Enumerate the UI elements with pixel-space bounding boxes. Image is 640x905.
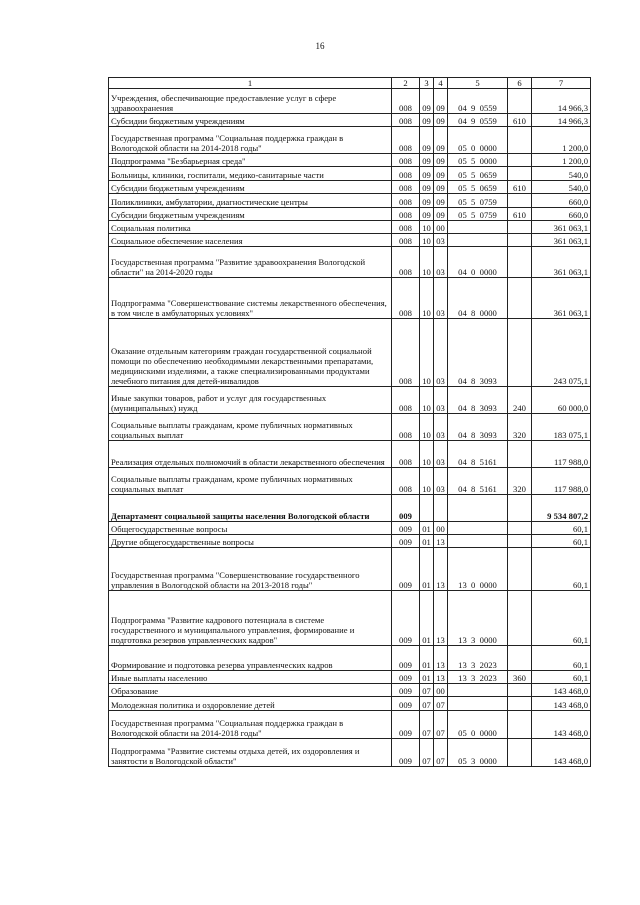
row-name: Общегосударственные вопросы [109,522,392,535]
row-expense-type-code: 320 [508,468,532,495]
row-subsection-code: 00 [434,684,448,697]
row-department-code: 009 [392,684,420,697]
row-name: Образование [109,684,392,697]
row-section-code: 01 [420,548,434,591]
row-amount: 660,0 [532,194,591,208]
row-expense-type-code [508,247,532,278]
header-cell: 4 [434,78,448,89]
row-subsection-code: 03 [434,468,448,495]
table-row [109,154,591,167]
row-subsection-code: 09 [434,194,448,208]
row-expense-type-code [508,154,532,167]
row-section-code: 07 [420,697,434,711]
row-target-article-code [448,234,508,247]
table-row [109,234,591,247]
row-target-article-code: 05 5 0759 [448,194,508,208]
row-department-code: 009 [392,535,420,548]
row-department-code: 008 [392,181,420,194]
row-name: Подпрограмма "Развитие системы отдыха детей, их оздоровления и занятости в Вологодской области" [109,739,392,767]
row-section-code: 01 [420,671,434,684]
row-expense-type-code [508,441,532,468]
row-amount: 60,1 [532,522,591,535]
table-row [109,441,591,468]
row-section-code: 09 [420,89,434,114]
table-row [109,711,591,739]
row-section-code: 07 [420,739,434,767]
row-amount: 660,0 [532,208,591,221]
row-expense-type-code [508,319,532,387]
row-department-code: 008 [392,387,420,414]
header-cell: 1 [109,78,392,89]
table-row [109,167,591,181]
row-target-article-code: 05 0 0000 [448,127,508,154]
row-expense-type-code [508,167,532,181]
row-department-code: 009 [392,548,420,591]
row-name: Социальное обеспечение населения [109,234,392,247]
row-subsection-code: 03 [434,247,448,278]
row-department-code: 009 [392,711,420,739]
row-department-code: 008 [392,154,420,167]
row-subsection-code: 13 [434,535,448,548]
row-expense-type-code: 610 [508,114,532,127]
row-target-article-code: 05 3 0000 [448,739,508,767]
row-department-code: 009 [392,671,420,684]
row-name: Другие общегосударственные вопросы [109,535,392,548]
table-row [109,414,591,441]
row-subsection-code: 13 [434,591,448,646]
table-row [109,221,591,234]
row-subsection-code: 09 [434,181,448,194]
page-number: 16 [315,41,325,51]
row-section-code: 01 [420,591,434,646]
row-amount: 143 468,0 [532,711,591,739]
row-target-article-code [448,221,508,234]
table-row [109,247,591,278]
row-section-code: 10 [420,234,434,247]
row-name: Больницы, клиники, госпитали, медико-санитарные части [109,167,392,181]
table-row [109,319,591,387]
row-subsection-code: 00 [434,522,448,535]
row-department-code: 008 [392,319,420,387]
row-expense-type-code [508,535,532,548]
row-expense-type-code [508,278,532,319]
row-name: Государственная программа "Совершенствование государственного управления в Вологодской области на 2013-2018 годы" [109,548,392,591]
row-target-article-code: 05 5 0659 [448,167,508,181]
row-amount: 60,1 [532,646,591,671]
row-target-article-code [448,535,508,548]
row-expense-type-code [508,697,532,711]
row-department-code: 008 [392,114,420,127]
row-name: Молодежная политика и оздоровление детей [109,697,392,711]
row-target-article-code: 04 9 0559 [448,114,508,127]
row-target-article-code: 05 5 0659 [448,181,508,194]
row-amount: 60,1 [532,548,591,591]
row-department-code: 008 [392,194,420,208]
row-section-code [420,495,434,522]
row-name: Реализация отдельных полномочий в области лекарственного обеспечения [109,441,392,468]
header-row [109,78,591,89]
row-amount: 1 200,0 [532,154,591,167]
table-row [109,468,591,495]
row-expense-type-code [508,591,532,646]
row-amount: 117 988,0 [532,441,591,468]
row-amount: 540,0 [532,181,591,194]
row-name: Оказание отдельным категориям граждан государственной социальной помощи по обеспечению необходимыми лекарственными препаратами, медицинскими изделиями, а также специализированными продуктами лечебного питания для детей-инвалидов [109,319,392,387]
header-cell: 3 [420,78,434,89]
header-cell: 6 [508,78,532,89]
row-subsection-code: 03 [434,387,448,414]
row-expense-type-code [508,89,532,114]
row-amount: 361 063,1 [532,278,591,319]
row-department-code: 008 [392,468,420,495]
row-name: Подпрограмма "Совершенствование системы лекарственного обеспечения, в том числе в амбулаторных условиях" [109,278,392,319]
row-section-code: 01 [420,535,434,548]
table-row [109,697,591,711]
row-department-code: 009 [392,697,420,711]
row-amount: 117 988,0 [532,468,591,495]
row-expense-type-code: 320 [508,414,532,441]
row-section-code: 10 [420,247,434,278]
table-row [109,684,591,697]
row-department-code: 008 [392,441,420,468]
table-row [109,671,591,684]
row-amount: 361 063,1 [532,247,591,278]
row-target-article-code: 04 0 0000 [448,247,508,278]
row-subsection-code: 00 [434,221,448,234]
row-subsection-code: 09 [434,114,448,127]
row-section-code: 09 [420,127,434,154]
row-subsection-code: 03 [434,441,448,468]
row-subsection-code: 03 [434,319,448,387]
row-expense-type-code [508,127,532,154]
row-expense-type-code [508,711,532,739]
row-name: Государственная программа "Социальная поддержка граждан в Вологодской области на 2014-2018 годы" [109,711,392,739]
row-expense-type-code [508,646,532,671]
row-section-code: 10 [420,387,434,414]
row-department-code: 008 [392,234,420,247]
row-amount: 143 468,0 [532,684,591,697]
row-target-article-code: 04 9 0559 [448,89,508,114]
row-department-code: 009 [392,591,420,646]
row-section-code: 10 [420,221,434,234]
row-expense-type-code [508,522,532,535]
row-name: Подпрограмма "Развитие кадрового потенциала в системе государственного и муниципального управления, формирование и подготовка резервов управленческих кадров" [109,591,392,646]
table-row [109,646,591,671]
row-name: Подпрограмма "Безбарьерная среда" [109,154,392,167]
row-subsection-code: 09 [434,89,448,114]
row-target-article-code [448,495,508,522]
table-row [109,181,591,194]
table-row [109,278,591,319]
table-row [109,194,591,208]
row-section-code: 10 [420,468,434,495]
row-subsection-code: 03 [434,278,448,319]
row-amount: 143 468,0 [532,739,591,767]
row-expense-type-code [508,495,532,522]
row-subsection-code: 09 [434,208,448,221]
row-department-code: 009 [392,495,420,522]
row-expense-type-code [508,234,532,247]
row-name: Иные закупки товаров, работ и услуг для государственных (муниципальных) нужд [109,387,392,414]
row-name: Учреждения, обеспечивающие предоставление услуг в сфере здравоохранения [109,89,392,114]
row-section-code: 10 [420,414,434,441]
row-section-code: 09 [420,208,434,221]
row-expense-type-code: 360 [508,671,532,684]
row-section-code: 09 [420,181,434,194]
row-amount: 14 966,3 [532,89,591,114]
row-amount: 361 063,1 [532,221,591,234]
row-department-code: 008 [392,278,420,319]
row-department-code: 009 [392,739,420,767]
row-target-article-code: 04 8 3093 [448,414,508,441]
row-name: Субсидии бюджетным учреждениям [109,208,392,221]
row-department-code: 009 [392,646,420,671]
row-name: Социальные выплаты гражданам, кроме публичных нормативных социальных выплат [109,414,392,441]
row-amount: 361 063,1 [532,234,591,247]
row-expense-type-code: 240 [508,387,532,414]
row-target-article-code: 13 0 0000 [448,548,508,591]
table-row [109,114,591,127]
row-department-code: 008 [392,221,420,234]
row-subsection-code: 09 [434,154,448,167]
row-target-article-code: 04 8 0000 [448,278,508,319]
row-target-article-code: 04 8 5161 [448,441,508,468]
row-section-code: 01 [420,646,434,671]
row-expense-type-code [508,548,532,591]
header-cell: 5 [448,78,508,89]
row-amount: 9 534 807,2 [532,495,591,522]
row-amount: 540,0 [532,167,591,181]
table-row [109,548,591,591]
row-target-article-code: 04 8 3093 [448,319,508,387]
row-name: Социальная политика [109,221,392,234]
table-row [109,535,591,548]
table-row [109,127,591,154]
header-cell: 2 [392,78,420,89]
row-department-code: 008 [392,127,420,154]
row-subsection-code: 09 [434,127,448,154]
row-department-code: 009 [392,522,420,535]
row-section-code: 10 [420,441,434,468]
row-expense-type-code [508,221,532,234]
table-row [109,387,591,414]
row-expense-type-code [508,684,532,697]
row-amount: 243 075,1 [532,319,591,387]
row-amount: 1 200,0 [532,127,591,154]
row-section-code: 09 [420,154,434,167]
row-expense-type-code [508,194,532,208]
row-target-article-code [448,697,508,711]
row-amount: 183 075,1 [532,414,591,441]
row-amount: 14 966,3 [532,114,591,127]
row-department-code: 008 [392,247,420,278]
row-expense-type-code: 610 [508,208,532,221]
row-target-article-code: 04 8 3093 [448,387,508,414]
header-cell: 7 [532,78,591,89]
row-department-code: 008 [392,167,420,181]
row-target-article-code: 13 3 2023 [448,646,508,671]
row-expense-type-code: 610 [508,181,532,194]
row-target-article-code: 04 8 5161 [448,468,508,495]
row-name: Государственная программа "Развитие здравоохранения Вологодской области" на 2014-2020 годы [109,247,392,278]
row-section-code: 01 [420,522,434,535]
row-amount: 60 000,0 [532,387,591,414]
row-subsection-code: 13 [434,548,448,591]
row-name: Формирование и подготовка резерва управленческих кадров [109,646,392,671]
table-row [109,739,591,767]
table-row [109,522,591,535]
row-amount: 60,1 [532,591,591,646]
row-name: Департамент социальной защиты населения Вологодской области [109,495,392,522]
row-target-article-code: 05 0 0000 [448,711,508,739]
row-section-code: 09 [420,114,434,127]
row-expense-type-code [508,739,532,767]
row-subsection-code: 03 [434,234,448,247]
row-subsection-code: 09 [434,167,448,181]
row-target-article-code: 05 5 0000 [448,154,508,167]
row-subsection-code [434,495,448,522]
table-row [109,591,591,646]
row-department-code: 008 [392,208,420,221]
row-subsection-code: 13 [434,646,448,671]
budget-table [108,77,591,767]
row-section-code: 10 [420,278,434,319]
row-subsection-code: 13 [434,671,448,684]
table-row [109,208,591,221]
row-subsection-code: 07 [434,697,448,711]
table-row [109,495,591,522]
row-name: Субсидии бюджетным учреждениям [109,114,392,127]
row-section-code: 10 [420,319,434,387]
row-subsection-code: 07 [434,739,448,767]
row-target-article-code [448,522,508,535]
row-name: Поликлиники, амбулатории, диагностические центры [109,194,392,208]
row-target-article-code: 05 5 0759 [448,208,508,221]
row-section-code: 07 [420,711,434,739]
row-amount: 60,1 [532,535,591,548]
row-target-article-code: 13 3 2023 [448,671,508,684]
row-amount: 60,1 [532,671,591,684]
row-section-code: 09 [420,194,434,208]
row-target-article-code: 13 3 0000 [448,591,508,646]
row-name: Государственная программа "Социальная поддержка граждан в Вологодской области на 2014-2018 годы" [109,127,392,154]
row-section-code: 09 [420,167,434,181]
row-name: Субсидии бюджетным учреждениям [109,181,392,194]
row-amount: 143 468,0 [532,697,591,711]
row-department-code: 008 [392,414,420,441]
row-department-code: 008 [392,89,420,114]
row-subsection-code: 03 [434,414,448,441]
table-row [109,89,591,114]
row-subsection-code: 07 [434,711,448,739]
row-target-article-code [448,684,508,697]
row-section-code: 07 [420,684,434,697]
row-name: Социальные выплаты гражданам, кроме публичных нормативных социальных выплат [109,468,392,495]
row-name: Иные выплаты населению [109,671,392,684]
